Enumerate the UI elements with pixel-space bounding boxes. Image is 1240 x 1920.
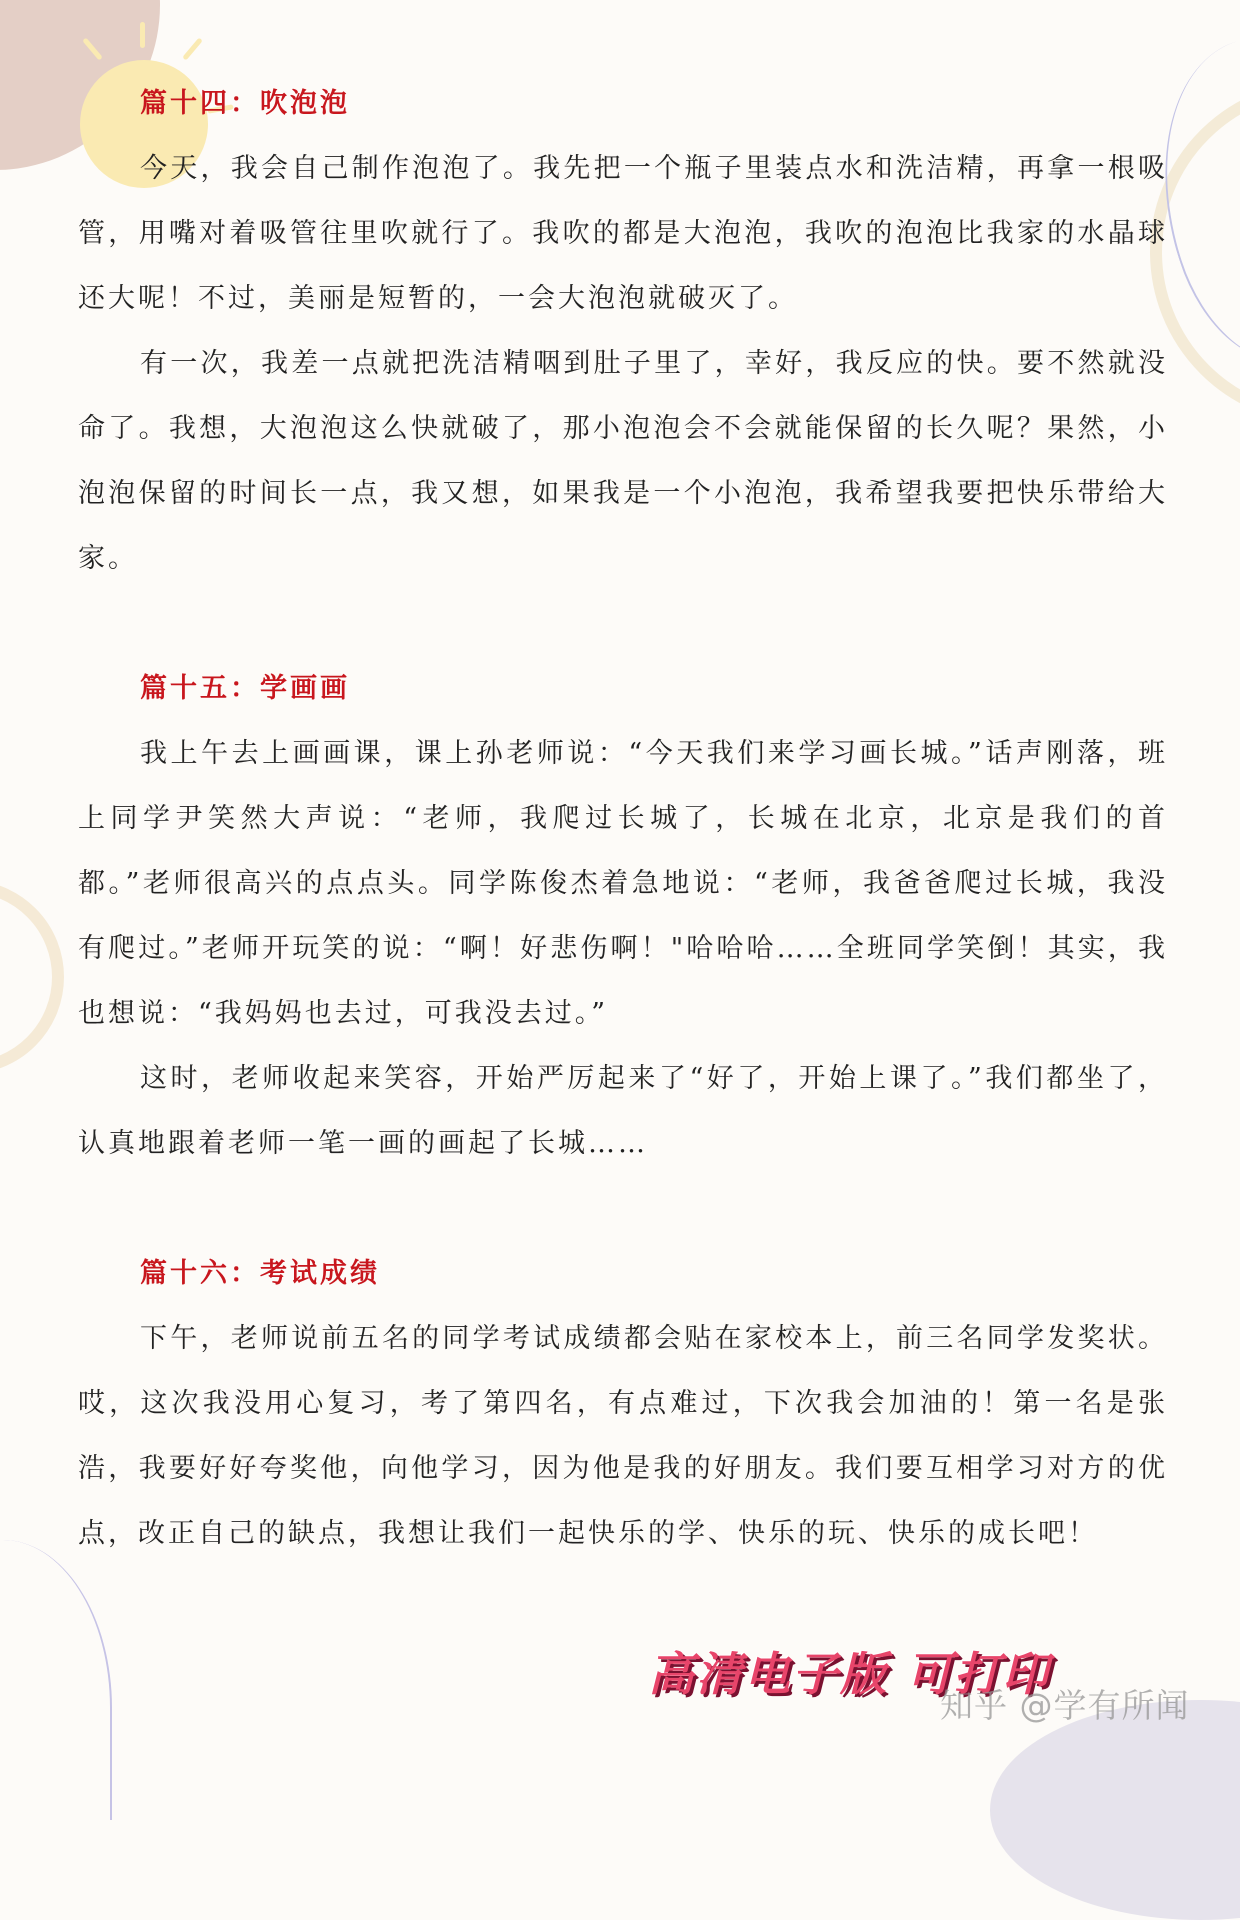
essay-title: 篇十六：考试成绩 [140,1258,380,1289]
decorative-ring-left [0,880,64,1074]
essay-title: 篇十五：学画画 [140,673,350,704]
decorative-line-bottom-left [0,1540,112,1820]
essay-14 [78,72,1168,591]
essay-paragraph: 这时，老师收起来笑容，开始严厉起来了“好了，开始上课了。”我们都坐了，认真地跟着老师一笔一画的画起了长城…… [78,1063,1168,1159]
essay-paragraph: 今天，我会自己制作泡泡了。我先把一个瓶子里装点水和洗洁精，再拿一根吸管，用嘴对着吸管往里吹就行了。我吹的都是大泡泡，我吹的泡泡比我家的水晶球还大呢！不过，美丽是短暂的，一会大泡泡就破灭了。 [78,153,1168,314]
sun-ray [182,37,203,60]
hd-printable-banner: 高清电子版 可打印 [648,1647,1051,1701]
essay-title: 篇十四：吹泡泡 [140,88,350,119]
essay-paragraph: 我上午去上画画课，课上孙老师说：“今天我们来学习画长城。”话声刚落，班上同学尹笑然大声说：“老师，我爬过长城了，长城在北京，北京是我们的首都。”老师很高兴的点点头。同学陈俊杰着急地说：“老师，我爸爸爬过长城，我没有爬过。”老师开玩笑的说：“啊！好悲伤啊！"哈哈哈……全班同学笑倒！其实，我也想说：“我妈妈也去过，可我没去过。” [78,738,1168,1029]
essay-paragraph: 下午，老师说前五名的同学考试成绩都会贴在家校本上，前三名同学发奖状。哎，这次我没用心复习，考了第四名，有点难过，下次我会加油的！第一名是张浩，我要好好夸奖他，向他学习，因为他是我的好朋友。我们要互相学习对方的优点，改正自己的缺点，我想让我们一起快乐的学、快乐的玩、快乐的成长吧！ [78,1323,1168,1549]
essay-paragraph: 有一次，我差一点就把洗洁精咽到肚子里了，幸好，我反应的快。要不然就没命了。我想，大泡泡这么快就破了，那小泡泡会不会就能保留的长久呢？果然，小泡泡保留的时间长一点，我又想，如果我是一个小泡泡，我希望我要把快乐带给大家。 [78,348,1168,574]
zhihu-watermark: 知乎 @学有所闻 [940,1686,1190,1725]
document-content [78,72,1168,1566]
sun-ray [140,22,145,48]
essay-16 [78,1242,1168,1566]
decorative-blob-bottom-right [990,1700,1240,1920]
essay-15 [78,657,1168,1176]
